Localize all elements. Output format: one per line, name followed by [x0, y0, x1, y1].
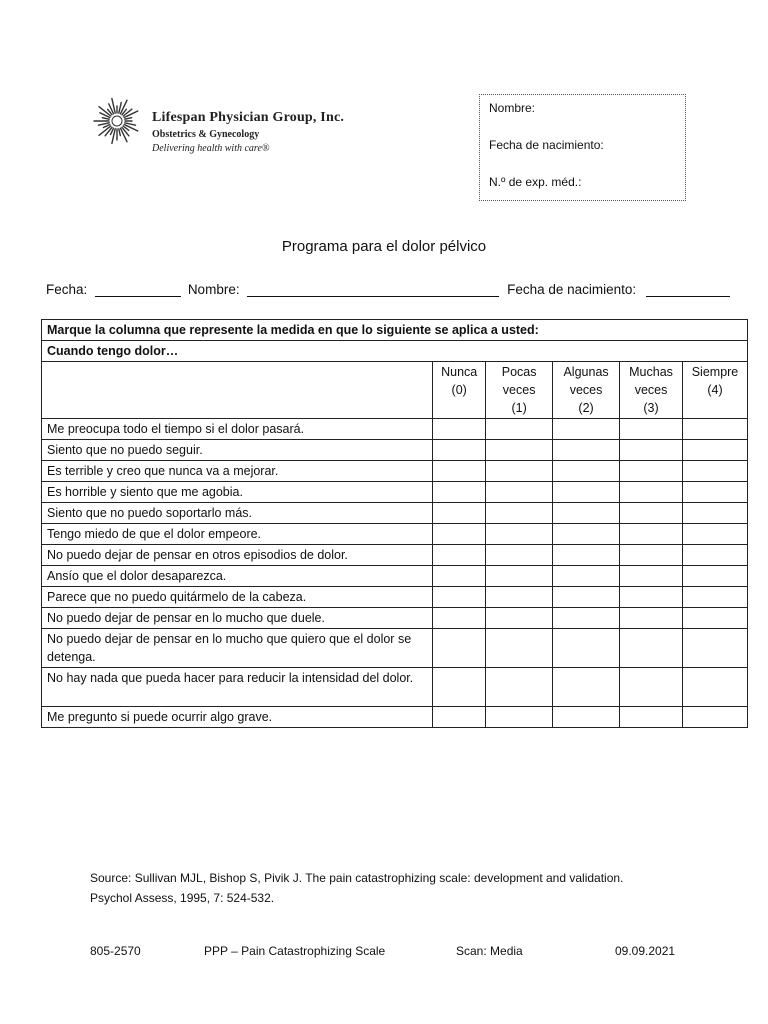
response-cell[interactable] [620, 566, 683, 587]
response-cell[interactable] [486, 668, 553, 707]
response-cell[interactable] [620, 524, 683, 545]
response-cell[interactable] [433, 503, 486, 524]
response-cell[interactable] [620, 608, 683, 629]
response-cell[interactable] [683, 440, 748, 461]
patient-mrn-label: N.º de exp. méd.: [489, 175, 582, 189]
pain-scale-table [41, 319, 748, 728]
response-cell[interactable] [553, 608, 620, 629]
response-cell[interactable] [433, 587, 486, 608]
response-cell[interactable] [486, 566, 553, 587]
response-cell[interactable] [433, 419, 486, 440]
response-cell[interactable] [683, 608, 748, 629]
column-header-always: Siempre (4) [683, 362, 748, 419]
table-row [42, 503, 748, 524]
response-cell[interactable] [683, 545, 748, 566]
table-subheading: Cuando tengo dolor… [42, 341, 748, 362]
item-statement: No puedo dejar de pensar en otros episodios de dolor. [42, 545, 433, 566]
response-cell[interactable] [620, 707, 683, 728]
footer-form-name: PPP – Pain Catastrophizing Scale [204, 944, 386, 958]
response-cell[interactable] [486, 461, 553, 482]
table-row [42, 461, 748, 482]
dob-field[interactable] [646, 283, 730, 297]
response-cell[interactable] [486, 707, 553, 728]
column-header-sometimes: Algunas veces (2) [553, 362, 620, 419]
response-cell[interactable] [553, 419, 620, 440]
item-statement: Tengo miedo de que el dolor empeore. [42, 524, 433, 545]
response-cell[interactable] [433, 440, 486, 461]
response-cell[interactable] [683, 587, 748, 608]
response-cell[interactable] [486, 482, 553, 503]
response-cell[interactable] [553, 524, 620, 545]
response-cell[interactable] [433, 707, 486, 728]
response-cell[interactable] [620, 440, 683, 461]
response-cell[interactable] [553, 482, 620, 503]
response-cell[interactable] [486, 419, 553, 440]
response-cell[interactable] [553, 545, 620, 566]
response-cell[interactable] [620, 419, 683, 440]
item-statement: Me preocupa todo el tiempo si el dolor pasará. [42, 419, 433, 440]
column-header-never: Nunca (0) [433, 362, 486, 419]
clinic-name: Lifespan Physician Group, Inc. [152, 110, 345, 125]
response-cell[interactable] [683, 461, 748, 482]
header-fields [46, 282, 730, 297]
table-row [42, 566, 748, 587]
item-statement: Me pregunto si puede ocurrir algo grave. [42, 707, 433, 728]
response-cell[interactable] [486, 629, 553, 668]
column-header-rarely: Pocas veces (1) [486, 362, 553, 419]
footer-scan: Scan: Media [456, 944, 523, 958]
response-cell[interactable] [683, 707, 748, 728]
response-cell[interactable] [683, 566, 748, 587]
item-statement: Siento que no puedo soportarlo más. [42, 503, 433, 524]
response-cell[interactable] [620, 668, 683, 707]
patient-label-box [479, 94, 686, 201]
response-cell[interactable] [553, 668, 620, 707]
response-cell[interactable] [683, 482, 748, 503]
table-row [42, 419, 748, 440]
response-cell[interactable] [433, 629, 486, 668]
item-statement: No puedo dejar de pensar en lo mucho que quiero que el dolor se detenga. [42, 629, 433, 668]
clinic-tagline: Delivering health with care® [152, 143, 270, 154]
response-cell[interactable] [620, 461, 683, 482]
item-statement: Ansío que el dolor desaparezca. [42, 566, 433, 587]
clinic-department: Obstetrics & Gynecology [152, 129, 260, 140]
response-cell[interactable] [486, 440, 553, 461]
table-row [42, 668, 748, 707]
table-row [42, 440, 748, 461]
response-cell[interactable] [433, 566, 486, 587]
response-cell[interactable] [433, 668, 486, 707]
response-cell[interactable] [433, 461, 486, 482]
patient-dob-label: Fecha de nacimiento: [489, 138, 604, 152]
response-cell[interactable] [553, 629, 620, 668]
item-statement: Parece que no puedo quitármelo de la cabeza. [42, 587, 433, 608]
response-cell[interactable] [553, 503, 620, 524]
response-cell[interactable] [553, 707, 620, 728]
sunburst-logo-icon [92, 96, 142, 146]
footer-date: 09.09.2021 [615, 944, 676, 958]
response-cell[interactable] [620, 482, 683, 503]
name-label: Nombre: [187, 282, 240, 297]
patient-name-label: Nombre: [489, 101, 536, 115]
footer-code: 805-2570 [90, 944, 141, 958]
response-cell[interactable] [683, 629, 748, 668]
table-row [42, 587, 748, 608]
response-cell[interactable] [683, 503, 748, 524]
response-cell[interactable] [553, 587, 620, 608]
response-cell[interactable] [553, 440, 620, 461]
clinic-logo [92, 96, 372, 156]
response-cell[interactable] [486, 545, 553, 566]
source-citation: Source: Sullivan MJL, Bishop S, Pivik J. The pain catastrophizing scale: development and validation. Psychol Assess, 1995, 7: 524-532. [90, 871, 624, 905]
response-cell[interactable] [553, 461, 620, 482]
dob-label: Fecha de nacimiento: [507, 282, 637, 297]
response-cell[interactable] [433, 524, 486, 545]
response-cell[interactable] [683, 419, 748, 440]
column-header-row [42, 362, 748, 419]
response-cell[interactable] [620, 503, 683, 524]
response-cell[interactable] [620, 545, 683, 566]
response-cell[interactable] [620, 587, 683, 608]
item-statement: No hay nada que pueda hacer para reducir la intensidad del dolor. [42, 668, 433, 707]
response-cell[interactable] [486, 587, 553, 608]
item-statement: No puedo dejar de pensar en lo mucho que duele. [42, 608, 433, 629]
item-statement: Es terrible y creo que nunca va a mejorar. [42, 461, 433, 482]
name-field[interactable] [247, 283, 499, 297]
response-cell[interactable] [683, 668, 748, 707]
response-cell[interactable] [553, 566, 620, 587]
blank-header-cell [42, 362, 433, 419]
response-cell[interactable] [433, 545, 486, 566]
response-cell[interactable] [433, 608, 486, 629]
page-title: Programa para el dolor pélvico [281, 238, 487, 255]
table-row [42, 524, 748, 545]
column-header-often: Muchas veces (3) [620, 362, 683, 419]
response-cell[interactable] [486, 608, 553, 629]
table-row [42, 545, 748, 566]
item-statement: Es horrible y siento que me agobia. [42, 482, 433, 503]
response-cell[interactable] [433, 482, 486, 503]
item-statement: Siento que no puedo seguir. [42, 440, 433, 461]
date-field[interactable] [95, 283, 181, 297]
table-row [42, 707, 748, 728]
table-row [42, 629, 748, 668]
table-row [42, 608, 748, 629]
response-cell[interactable] [683, 524, 748, 545]
table-instruction: Marque la columna que represente la medida en que lo siguiente se aplica a usted: [42, 320, 748, 341]
response-cell[interactable] [486, 524, 553, 545]
table-row [42, 482, 748, 503]
date-label: Fecha: [46, 282, 88, 297]
response-cell[interactable] [486, 503, 553, 524]
response-cell[interactable] [620, 629, 683, 668]
